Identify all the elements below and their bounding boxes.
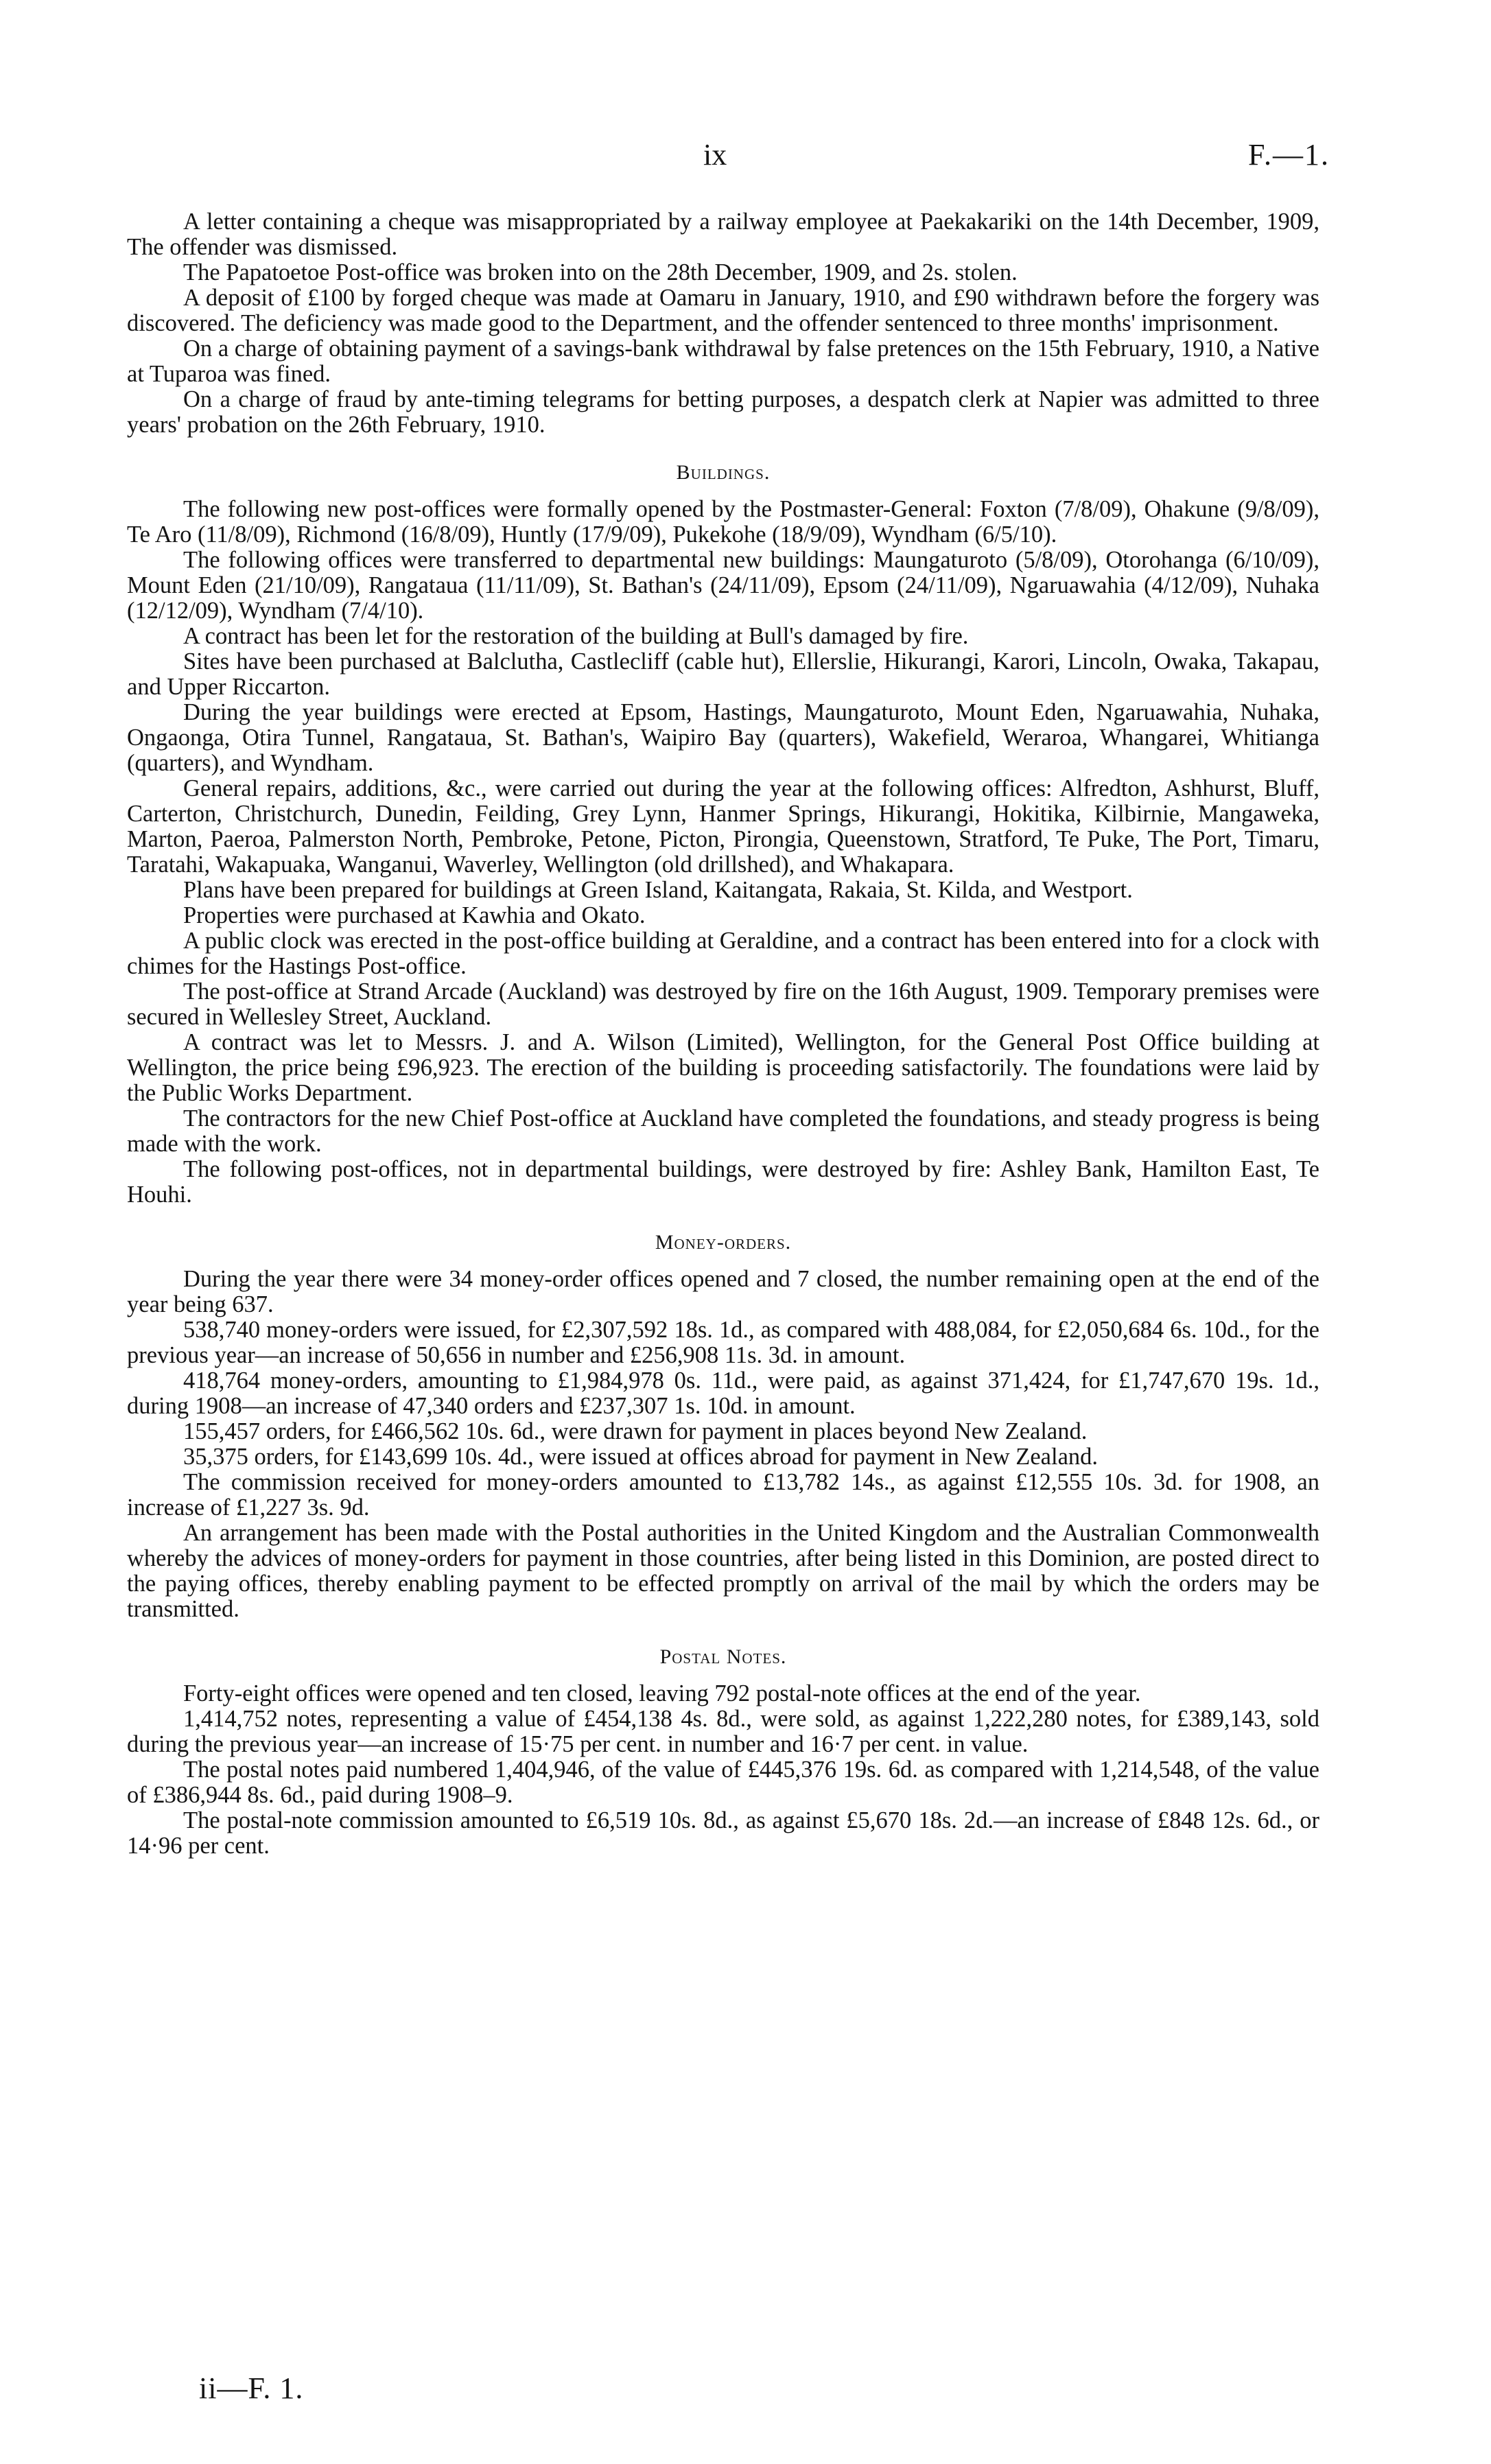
paragraph: 155,457 orders, for £466,562 10s. 6d., were drawn for payment in places beyond New Zealand. xyxy=(183,1418,1088,1444)
paragraph: The Papatoetoe Post-office was broken into on the 28th December, 1909, and 2s. stolen. xyxy=(183,259,1018,285)
paragraph: The following offices were transferred to departmental new buildings: Maungaturoto (5/8/09), Otorohanga (6/10/09), Mount Eden (21/10/09), Rangataua (11/11/09), St. Bathan's (24/11/09), Epsom (24/11/09), Ngaruawahia (4/12/09), Nuhaka (12/12/09), Wyndham (7/4/10). xyxy=(127,547,1319,624)
paragraph: A letter containing a cheque was misappropriated by a railway employee at Paekakariki on the 14th December, 1909, The offender was dismissed. xyxy=(127,209,1319,260)
paragraph: Properties were purchased at Kawhia and Okato. xyxy=(183,902,646,928)
paragraph: 1,414,752 notes, representing a value of £454,138 4s. 8d., were sold, as against 1,222,280 notes, for £389,143, sold during the previous year—an increase of 15·75 per cent. in number and 16·7 per cent. in value. xyxy=(127,1706,1319,1757)
paragraph: During the year there were 34 money-order offices opened and 7 closed, the number remaining open at the end of the year being 637. xyxy=(127,1266,1319,1317)
section-buildings xyxy=(127,461,1319,1208)
paragraph: On a charge of fraud by ante-timing telegrams for betting purposes, a despatch clerk at Napier was admitted to three years' probation on the 26th February, 1910. xyxy=(127,386,1319,438)
paragraph: The following post-offices, not in departmental buildings, were destroyed by fire: Ashley Bank, Hamilton East, Te Houhi. xyxy=(127,1156,1319,1208)
paragraph: Sites have been purchased at Balclutha, Castlecliff (cable hut), Ellerslie, Hikurangi, Karori, Lincoln, Owaka, Takapau, and Upper Riccarton. xyxy=(127,648,1319,700)
paragraph: A contract has been let for the restoration of the building at Bull's damaged by fire. xyxy=(183,623,969,649)
paragraph: The postal notes paid numbered 1,404,946, of the value of £445,376 19s. 6d. as compared with 1,214,548, of the value of £386,944 8s. 6d., paid during 1908–9. xyxy=(127,1757,1319,1808)
paragraph: The postal-note commission amounted to £6,519 10s. 8d., as against £5,670 18s. 2d.—an increase of £848 12s. 6d., or 14·96 per cent. xyxy=(127,1807,1319,1859)
section-heading: Money-orders. xyxy=(655,1231,792,1254)
paragraph: 35,375 orders, for £143,699 10s. 4d., were issued at offices abroad for payment in New Zealand. xyxy=(183,1444,1099,1470)
paragraph: Plans have been prepared for buildings at Green Island, Kaitangata, Rakaia, St. Kilda, and Westport. xyxy=(183,877,1133,903)
paragraph: A deposit of £100 by forged cheque was made at Oamaru in January, 1910, and £90 withdrawn before the forgery was discovered. The deficiency was made good to the Department, and the offender sentenced to three months' imprisonment. xyxy=(127,285,1319,336)
paragraph: A contract was let to Messrs. J. and A. Wilson (Limited), Wellington, for the General Post Office building at Wellington, the price being £96,923. The erection of the building is proceeding satisfactorily. The foundations were laid by the Public Works Department. xyxy=(127,1029,1319,1106)
paragraph: An arrangement has been made with the Postal authorities in the United Kingdom and the Australian Commonwealth whereby the advices of money-orders for payment in those countries, after being listed in this Dominion, are posted direct to the paying offices, thereby enabling payment to be effected promptly on arrival of the mail by which the orders may be transmitted. xyxy=(127,1520,1319,1622)
paragraph: The post-office at Strand Arcade (Auckland) was destroyed by fire on the 16th August, 1909. Temporary premises were secured in Wellesley Street, Auckland. xyxy=(127,978,1319,1030)
paragraph: On a charge of obtaining payment of a savings-bank withdrawal by false pretences on the 15th February, 1910, a Native at Tuparoa was fined. xyxy=(127,336,1319,387)
paragraph: A public clock was erected in the post-office building at Geraldine, and a contract has been entered into for a clock with chimes for the Hastings Post-office. xyxy=(127,928,1319,979)
section-heading: Buildings. xyxy=(676,461,771,484)
paragraph: 538,740 money-orders were issued, for £2,307,592 18s. 1d., as compared with 488,084, for £2,050,684 6s. 10d., for the previous year—an increase of 50,656 in number and £256,908 11s. 3d. in amount. xyxy=(127,1317,1319,1368)
paragraph: The following new post-offices were formally opened by the Postmaster-General: Foxton (7/8/09), Ohakune (9/8/09), Te Aro (11/8/09), Richmond (16/8/09), Huntly (17/9/09), Pukekohe (18/9/09), Wyndham (6/5/10). xyxy=(127,496,1319,548)
section-money-orders xyxy=(127,1231,1319,1622)
paragraph: General repairs, additions, &c., were carried out during the year at the following offices: Alfredton, Ashhurst, Bluff, Carterton, Christchurch, Dunedin, Feilding, Grey Lynn, Hanmer Springs, Hikurangi, Hokitika, Kilbirnie, Mangaweka, Marton, Paeroa, Palmerston North, Pembroke, Petone, Picton, Pirongia, Queenstown, Stratford, Te Puke, The Port, Timaru, Taratahi, Wakapuaka, Wanganui, Waverley, Wellington (old drillshed), and Whakapara. xyxy=(127,775,1319,878)
paragraph: During the year buildings were erected at Epsom, Hastings, Maungaturoto, Mount Eden, Ngaruawahia, Nuhaka, Ongaonga, Otira Tunnel, Rangataua, St. Bathan's, Waipiro Bay (quarters), Wakefield, Weraroa, Whangarei, Whitianga (quarters), and Wyndham. xyxy=(127,699,1319,776)
paragraph: Forty-eight offices were opened and ten closed, leaving 792 postal-note offices at the end of the year. xyxy=(183,1680,1141,1706)
paragraph: The commission received for money-orders amounted to £13,782 14s., as against £12,555 10s. 3d. for 1908, an increase of £1,227 3s. 9d. xyxy=(127,1469,1319,1521)
page-number: ix xyxy=(703,138,727,172)
document-body xyxy=(127,209,1319,1859)
printer-signature: ii—F. 1. xyxy=(199,2371,304,2405)
section-offences xyxy=(127,209,1319,438)
section-heading: Postal Notes. xyxy=(659,1645,787,1668)
paragraph: 418,764 money-orders, amounting to £1,984,978 0s. 11d., were paid, as against 371,424, for £1,747,670 19s. 1d., during 1908—an increase of 47,340 orders and £237,307 1s. 10d. in amount. xyxy=(127,1368,1319,1419)
document-code: F.—1. xyxy=(1248,138,1330,172)
paragraph: The contractors for the new Chief Post-office at Auckland have completed the foundations, and steady progress is being made with the work. xyxy=(127,1105,1319,1157)
section-postal-notes xyxy=(127,1645,1319,1859)
